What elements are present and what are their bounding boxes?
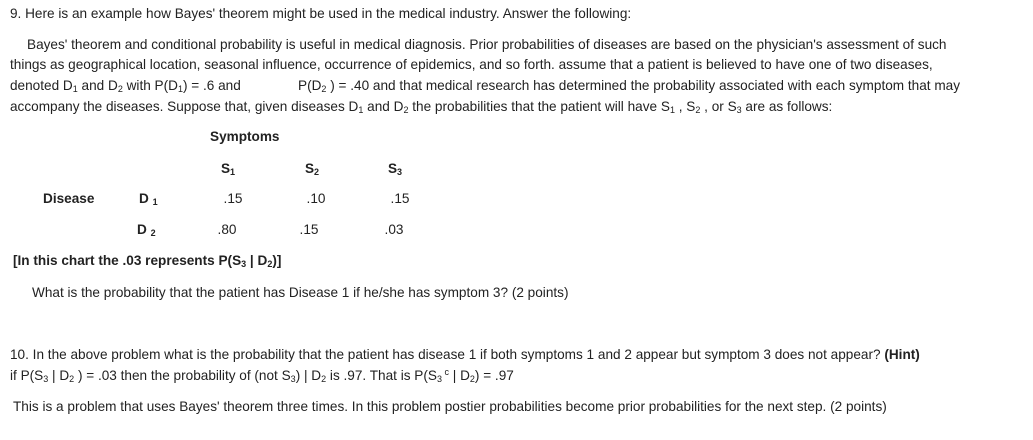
q9-para-line-4: accompany the diseases. Suppose that, given diseases $D_1$ and $D_2$ the probabilities that the patient will have $S_1$ , $S_2$ , or $S_3$ are as follows: <box>10 99 833 115</box>
q9-para-line-2: things as geographical location, seasonal influence, occurrence of epidemics, and so forth. assume that a patient is believed to have one of two diseases, <box>10 57 933 72</box>
q10-line-2: if $P(S_3$ | $D_2$ ) = .03 then the probability of (not $S_3$) | $D_2$ is .97. That is $P(S_3$ $^c$ | $D_2) = .97$ <box>10 367 514 384</box>
q9-question: What is the probability that the patient has Disease 1 if he/she has symptom 3? (2 points) <box>32 285 569 300</box>
table-cell: .15 <box>299 222 319 237</box>
table-cell: .15 <box>223 191 243 206</box>
col-header-s2: $S_2$ <box>304 161 320 177</box>
disease-label: Disease <box>43 191 95 206</box>
col-header-s3: $S_3$ <box>387 161 403 177</box>
col-header-s1: $S_1$ <box>220 161 236 177</box>
q10-line-1: 10. In the above problem what is the probability that the patient has disease 1 if both symptoms 1 and 2 appear but symptom 3 does not appear? (Hint) <box>10 347 920 362</box>
q9-para-line-1: Bayes' theorem and conditional probability is useful in medical diagnosis. Prior probabilities of diseases are based on the physician's assessment of such <box>27 37 947 52</box>
q9-para-line-3b: $P(D_2$ ) = .40 and that medical research has determined the probability associated with each symptom that may <box>298 78 961 94</box>
row-label-d2: D $_2$ <box>137 222 156 238</box>
chart-note: [In this chart the .03 represents $P(S_3$ | $D_2$)] <box>13 253 282 269</box>
q9-para-line-3: denoted $D_1$ and $D_2$ with $P(D_1) = .6$ and <box>10 78 241 94</box>
table-cell: .80 <box>217 222 237 237</box>
q10-line-3: This is a problem that uses Bayes' theorem three times. In this problem postier probabilities become prior probabilities for the next step. (2 points) <box>13 399 887 414</box>
symptoms-header: Symptoms <box>210 129 280 144</box>
table-cell: .10 <box>306 191 326 206</box>
row-label-d1: D $_1$ <box>139 191 158 207</box>
q9-title: 9. Here is an example how Bayes' theorem might be used in the medical industry. Answer the following: <box>10 6 632 21</box>
table-cell: .15 <box>390 191 410 206</box>
table-cell: .03 <box>384 222 404 237</box>
hint-label: (Hint) <box>884 347 920 362</box>
